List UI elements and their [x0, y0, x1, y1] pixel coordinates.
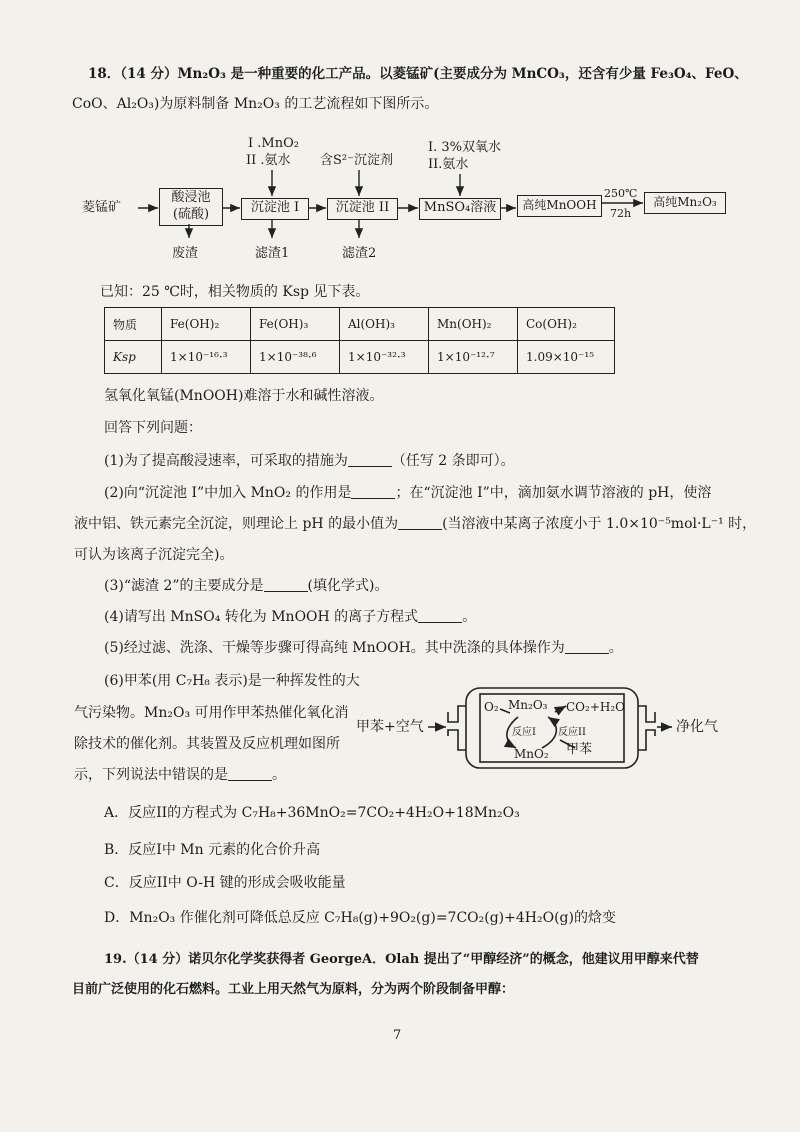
known-statement: 已知：25 ℃时，相关物质的 Ksp 见下表。	[100, 284, 370, 300]
period: 。	[608, 640, 623, 656]
period: 。	[462, 609, 477, 625]
sub-question-6-line1: (6)甲苯(用 C₇H₈ 表示)是一种挥发性的大	[104, 673, 360, 689]
ksp-header-cell: Mn(OH)₂	[429, 308, 518, 341]
sub-question-6-text-d: 示，下列说法中错误的是	[74, 767, 228, 783]
ksp-value-cell: 1.09×10⁻¹⁵	[518, 341, 615, 374]
flow-box-acid-leach-sub: (硫酸)	[172, 207, 210, 222]
flow-start-ore: 菱锰矿	[82, 200, 122, 215]
ksp-value-cell: 1×10⁻³²·³	[340, 341, 429, 374]
reagent-1-ammonia: II .氨水	[246, 153, 291, 168]
reagent-3-ammonia: II.氨水	[428, 157, 469, 172]
q18-intro-line2: CoO、Al₂O₃)为原料制备 Mn₂O₃ 的工艺流程如下图所示。	[72, 96, 439, 112]
q19-intro-line2: 目前广泛使用的化石燃料。工业上用天然气为原料，分为两个阶段制备甲醇：	[72, 982, 515, 997]
sub-question-2-text-c: 液中铝、铁元素完全沉淀，则理论上 pH 的最小值为	[74, 516, 399, 532]
ksp-header-cell: Fe(OH)₃	[251, 308, 340, 341]
flow-box-acid-leach-title: 酸浸池	[171, 190, 211, 205]
reagent-1-mno2: I .MnO₂	[248, 136, 299, 151]
reactor-co2-h2o: CO₂+H₂O	[566, 700, 625, 714]
reactor-outlet: 净化气	[676, 719, 718, 735]
sub-question-4-text: (4)请写出 MnSO₄ 转化为 MnOOH 的离子方程式	[104, 609, 419, 625]
ksp-value-cell: 1×10⁻¹²·⁷	[429, 341, 518, 374]
sub-question-2-line3: 可认为该离子沉淀完全)。	[74, 547, 234, 563]
ksp-header-cell: 物质	[105, 308, 162, 341]
condition-time: 72h	[610, 207, 632, 220]
option-d[interactable]: D．Mn₂O₃ 作催化剂可降低总反应 C₇H₈(g)+9O₂(g)=7CO₂(g)+4H₂O(g)的焓变	[104, 910, 616, 926]
sub-question-2-text-b: ；在“沉淀池 I”中，滴加氨水调节溶液的 pH，使溶	[395, 485, 712, 501]
filter-residue-1: 滤渣1	[255, 246, 290, 261]
reactor-inlet: 甲苯+空气	[356, 719, 424, 735]
ksp-header-cell: Fe(OH)₂	[162, 308, 251, 341]
period: 。	[272, 767, 286, 783]
ksp-value-cell: Ksp	[105, 341, 162, 374]
flow-box-mnooh: 高纯MnOOH	[517, 195, 602, 217]
ksp-header-cell: Co(OH)₂	[518, 308, 615, 341]
waste-residue: 废渣	[172, 246, 199, 261]
filter-residue-2: 滤渣2	[342, 246, 377, 261]
reactor-mn2o3: Mn₂O₃	[508, 698, 548, 712]
reactor-o2: O₂	[484, 700, 499, 714]
ksp-value-cell: 1×10⁻¹⁶·³	[162, 341, 251, 374]
sub-question-2-text-a: (2)向“沉淀池 I”中加入 MnO₂ 的作用是	[104, 485, 352, 501]
sub-question-6-line3: 除技术的催化剂。其装置及反应机理如图所	[74, 736, 340, 752]
sub-question-1-text: (1)为了提高酸浸速率，可采取的措施为	[104, 453, 348, 469]
option-a[interactable]: A．反应II的方程式为 C₇H₈+36MnO₂=7CO₂+4H₂O+18Mn₂O₃	[104, 805, 520, 821]
sub-question-3-text-a: (3)“滤渣 2”的主要成分是	[104, 578, 264, 594]
flow-box-mnso4: MnSO₄溶液	[419, 198, 501, 220]
condition-temperature: 250℃	[604, 187, 638, 200]
q19-intro-line1: 19.（14 分）诺贝尔化学奖获得者 GeorgeA．Olah 提出了“甲醇经济”的概念，他建议用甲醇来代替	[104, 952, 699, 967]
reagent-3-h2o2: I. 3%双氧水	[428, 140, 502, 155]
sub-question-5-text: (5)经过滤、洗涤、干燥等步骤可得高纯 MnOOH。其中洗涤的具体操作为	[104, 640, 565, 656]
page-number: 7	[393, 1028, 402, 1043]
mnooh-note: 氢氧化氧锰(MnOOH)难溶于水和碱性溶液。	[104, 388, 384, 404]
flow-box-precip-1: 沉淀池 I	[241, 198, 309, 220]
ksp-header-cell: Al(OH)₃	[340, 308, 429, 341]
reactor-reaction-1: 反应I	[512, 727, 536, 738]
sub-question-6-line2: 气污染物。Mn₂O₃ 可用作甲苯热催化氧化消	[74, 705, 349, 721]
sub-question-3-text-b: (填化学式)。	[307, 578, 389, 594]
option-b[interactable]: B．反应I中 Mn 元素的化合价升高	[104, 842, 321, 858]
answer-prompt: 回答下列问题：	[104, 420, 202, 436]
reactor-reaction-2: 反应II	[558, 727, 586, 738]
option-c[interactable]: C．反应II中 O-H 键的形成会吸收能量	[104, 875, 346, 891]
sub-question-2-text-d: (当溶液中某离子浓度小于 1.0×10⁻⁵mol·L⁻¹ 时，	[442, 516, 757, 532]
reactor-toluene: 甲苯	[566, 742, 593, 757]
ksp-value-cell: 1×10⁻³⁸·⁶	[251, 341, 340, 374]
reagent-2-sulfide: 含S²⁻沉淀剂	[320, 153, 393, 168]
flow-box-mn2o3: 高纯Mn₂O₃	[644, 192, 726, 214]
flow-box-precip-2: 沉淀池 II	[327, 198, 398, 220]
q18-intro-line1: 18．（14 分）Mn₂O₃ 是一种重要的化工产品。以菱锰矿(主要成分为 MnCO₃，还含有少量 Fe₃O₄、FeO、	[88, 66, 748, 82]
sub-question-1-end: （任写 2 条即可）。	[391, 453, 515, 469]
reactor-mno2: MnO₂	[514, 747, 549, 761]
